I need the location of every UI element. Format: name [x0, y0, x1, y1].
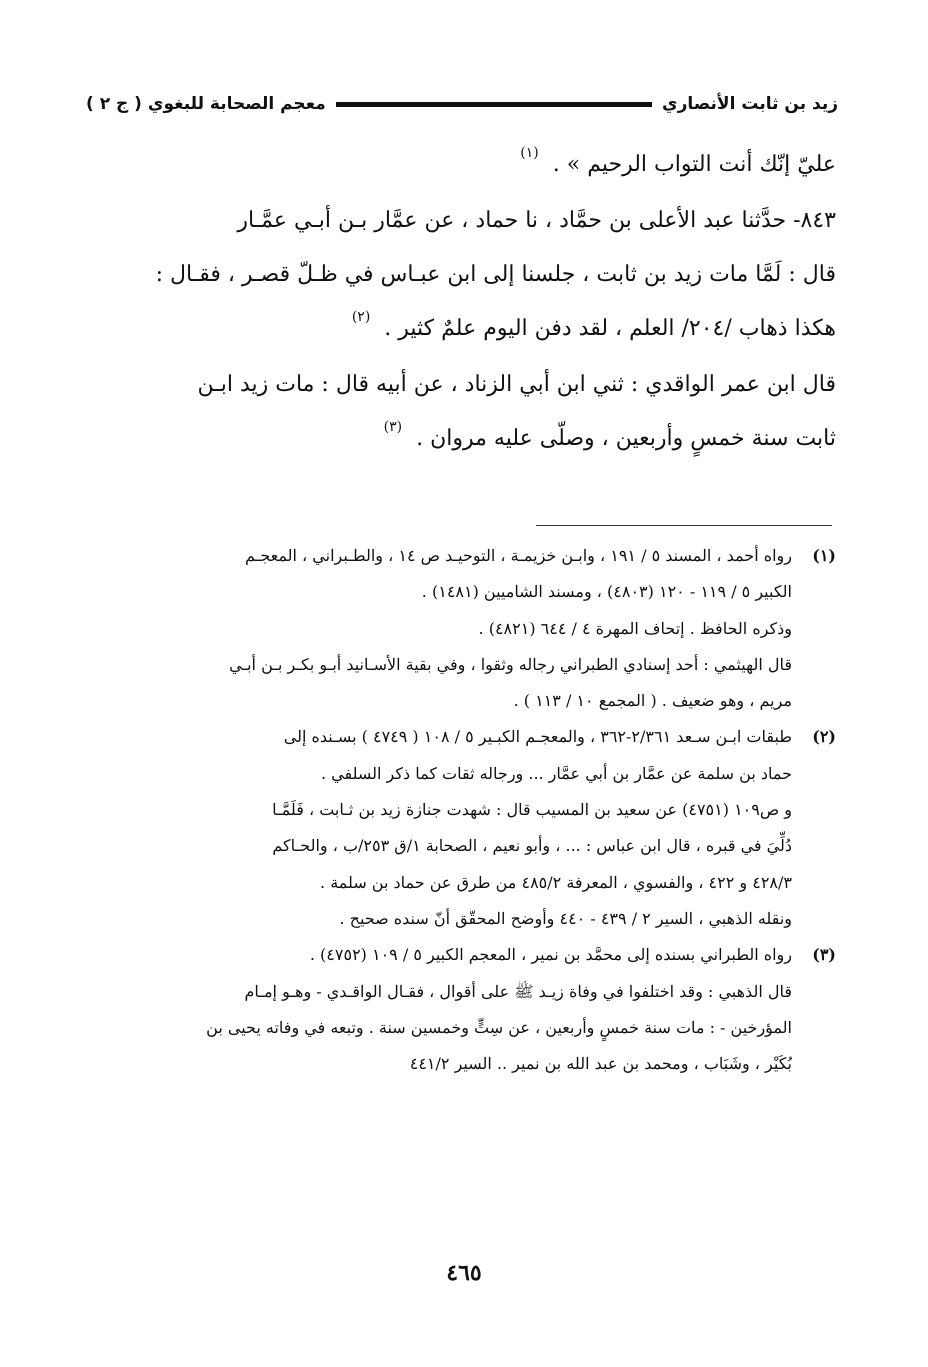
main-line: هكذا ذهاب /٢٠٤/ العلم ، لقد دفن اليوم علمٌ كثير .$^{(٢)}$	[351, 309, 836, 341]
running-header	[86, 86, 838, 122]
footnote-1	[88, 538, 836, 719]
footnote-line: دُلِّيَ في قبره ، قال ابن عباس : ... ، وأبو نعيم ، الصحابة ١/ق ٢٥٣/ب ، والحـاكم	[272, 836, 792, 856]
footnote-line: رواه الطبراني بسنده إلى محمَّد بن نمير ، المعجم الكبير ٥ / ١٠٩ (٤٧٥٢) .	[309, 945, 792, 965]
footnote-line: قال الذهبي : وقد اختلفوا في وفاة زيـد ﷺ على أقوال ، فقـال الواقـدي - وهـو إمـام	[244, 981, 792, 1001]
footnote-line: بُكَيْر ، وشَبَاب ، ومحمد بن عبد الله بن نمير .. السير ٤٤١/٢	[409, 1054, 792, 1074]
footnotes	[88, 538, 836, 1082]
footnote-marker: (٢)	[351, 309, 371, 325]
footnote-line: و ص١٠٩ (٤٧٥١) عن سعيد بن المسيب قال : شهدت جنازة زيد بن ثـابت ، فَلَمَّـا	[272, 800, 792, 820]
footnote-line: ونقله الذهبي ، السير ٢ / ٤٣٩ - ٤٤٠ وأوضح المحقّق أنّ سنده صحيح .	[339, 908, 792, 928]
footnote-line: قال الهيثمي : أحد إسنادي الطبراني رجاله وثقوا ، وفي بقية الأسـانيد أبـو بكـر بـن أبـي	[229, 654, 792, 674]
footnote-line: الكبير ٥ / ١١٩ - ١٢٠ (٤٨٠٣) ، ومسند الشاميين (١٤٨١) .	[421, 582, 792, 602]
footnote-3	[88, 937, 836, 1082]
footnote-line: مريم ، وهو ضعيف . ( المجمع ١٠ / ١١٣ ) .	[513, 691, 792, 711]
footnote-line: رواه أحمد ، المسند ٥ / ١٩١ ، وابـن خزيمـة ، التوحيـد ص ١٤ ، والطـبراني ، المعجـم	[244, 546, 792, 565]
main-line: قال : لَمَّا مات زيد بن ثابت ، جلسنا إلى ابن عبـاس في ظـلّ قصـر ، فقـال :	[155, 262, 836, 287]
header-rule	[336, 102, 652, 107]
footnote-line: حماد بن سلمة عن عمَّار بن أبي عمَّار ... ورجاله ثقات كما ذكر السلفي .	[320, 763, 792, 783]
footnote-line: وذكره الحافظ . إتحاف المهرة ٤ / ٦٤٤ (٤٨٢١) .	[478, 618, 792, 638]
footnote-body	[88, 937, 792, 1082]
header-section-title: زيد بن ثابت الأنصاري	[662, 94, 838, 114]
footnote-number: (٣)	[812, 945, 836, 965]
footnote-line: المؤرخين - : مات سنة خمسٍ وأربعين ، عن سِتٍّ وخمسين سنة . وتبعه في وفاته يحيى بن	[206, 1017, 792, 1037]
footnote-marker: (١)	[520, 145, 539, 161]
main-line: عليّ إنّك أنت التواب الرحيم » .$^{(١)}$	[520, 145, 836, 177]
main-line: ٨٤٣- حدَّثنا عبد الأعلى بن حمَّاد ، نا حماد ، عن عمَّار بـن أبـي عمَّـار	[237, 208, 836, 233]
header-book-title: معجم الصحابة للبغوي ( ج ٢ )	[86, 94, 326, 114]
main-line: ثابت سنة خمسٍ وأربعين ، وصلّى عليه مروان .$^{(٣)}$	[383, 419, 836, 451]
footnote-body	[88, 719, 792, 937]
footnote-marker: (٣)	[383, 419, 403, 435]
main-line: قال ابن عمر الواقدي : ثني ابن أبي الزناد ، عن أبيه قال : مات زيد ابـن	[197, 372, 836, 397]
footnote-separator	[536, 525, 832, 526]
footnote-body	[88, 538, 792, 719]
page-number: ٤٦٥	[446, 1260, 482, 1286]
footnote-line: ٤٢٨/٣ و ٤٢٢ ، والفسوي ، المعرفة ٤٨٥/٢ من طرق عن حماد بن سلمة .	[320, 872, 792, 892]
footnote-2	[88, 719, 836, 937]
footnote-line: طبقات ابـن سـعد ٢/٣٦١-٣٦٢ ، والمعجـم الكبـير ٥ / ١٠٨ ( ٤٧٤٩ ) بسـنده إلى	[283, 727, 792, 747]
footnote-number: (٢)	[812, 727, 836, 747]
footnote-number: (١)	[812, 546, 836, 565]
main-text	[88, 138, 836, 468]
